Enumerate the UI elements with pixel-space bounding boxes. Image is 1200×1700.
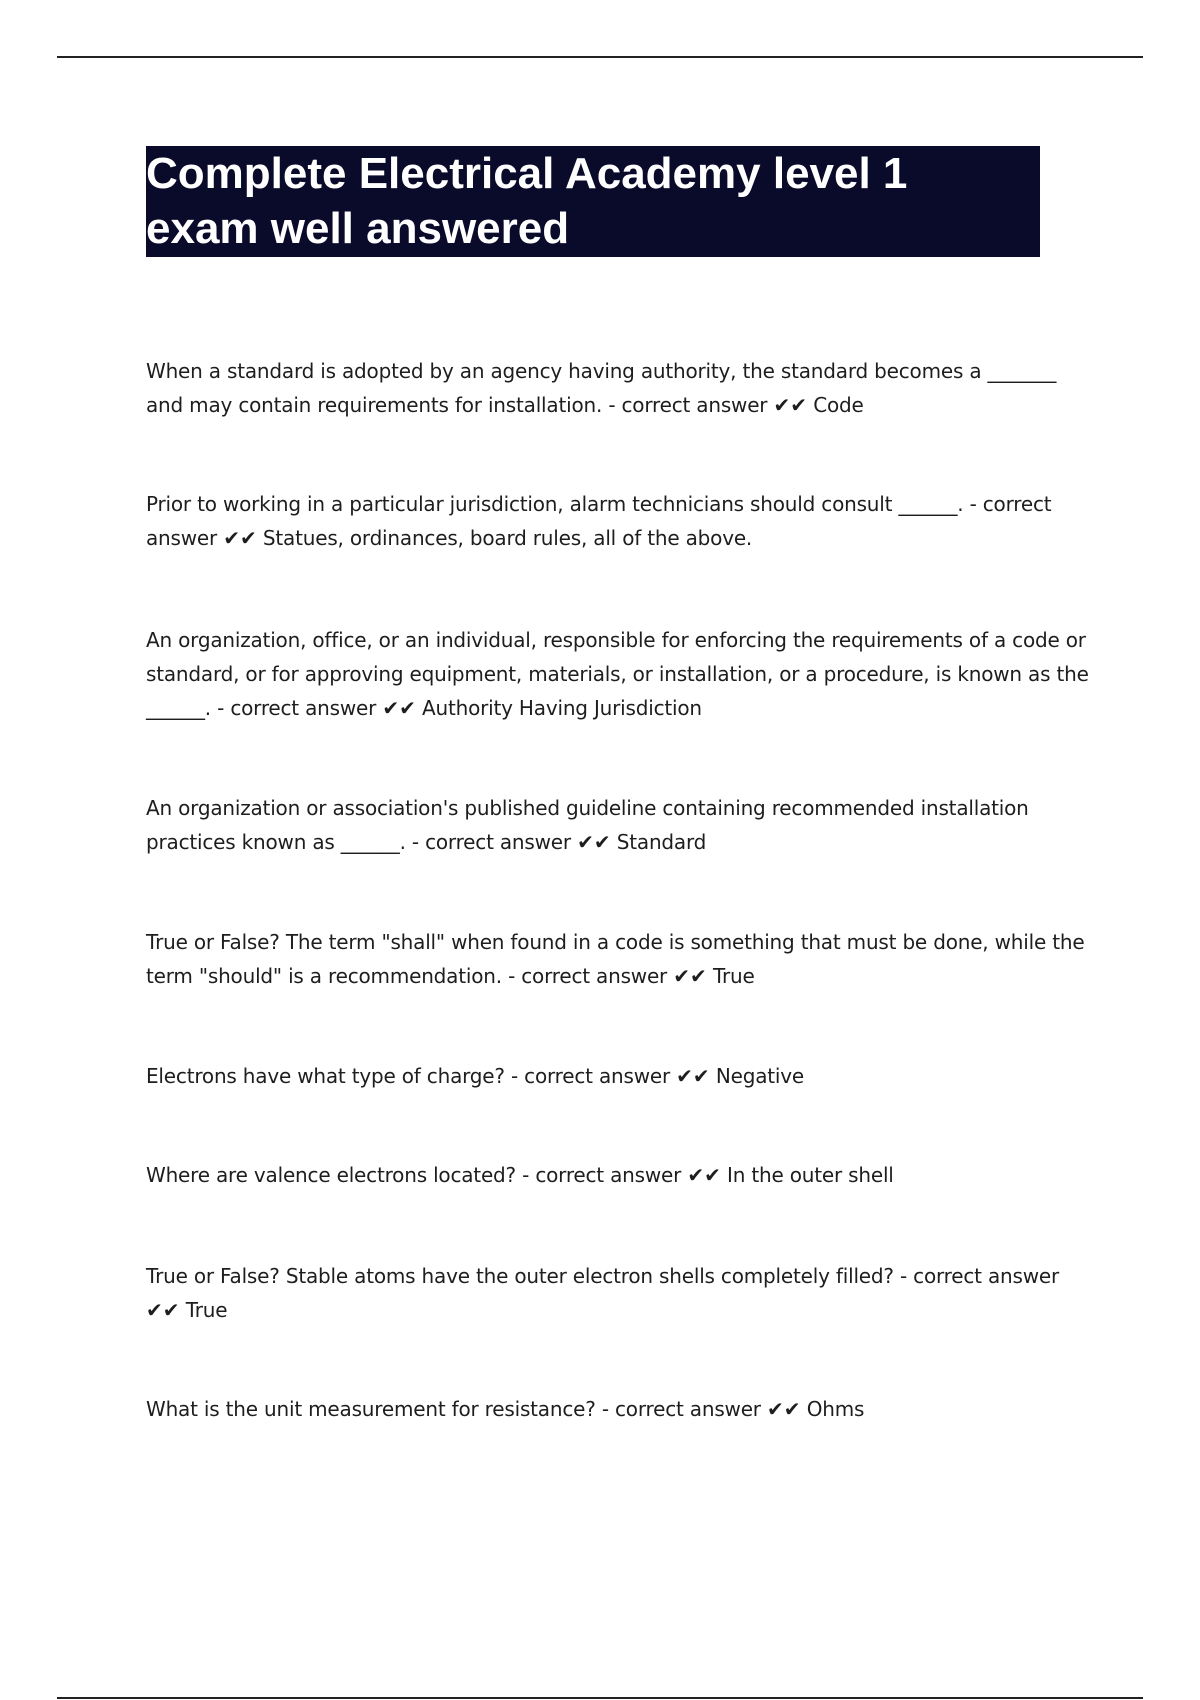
qa-item-2 [146, 487, 1096, 555]
answer-text: Ohms [806, 1397, 865, 1421]
qa-item-1 [146, 354, 1096, 422]
checkmark-icon: ✔✔ [146, 1298, 180, 1322]
question-text: True or False? The term "shall" when found in a code is something that must be done, while the term "should" is a recommendation. [146, 930, 1085, 988]
answer-text: Statues, ordinances, board rules, all of the above. [262, 526, 753, 550]
document-title-banner [146, 146, 1040, 257]
answer-text: Authority Having Jurisdiction [422, 696, 702, 720]
document-title-line-1: Complete Electrical Academy level 1 [146, 149, 908, 198]
answer-prefix: - correct answer [510, 1064, 670, 1088]
answer-prefix: - correct answer [900, 1264, 1059, 1288]
question-text: An organization or association's published guideline containing recommended installation practices known as ______. [146, 796, 1029, 854]
checkmark-icon: ✔✔ [577, 830, 611, 854]
checkmark-icon: ✔✔ [223, 526, 257, 550]
answer-prefix: - correct answer [411, 830, 571, 854]
question-text: What is the unit measurement for resistance? [146, 1397, 596, 1421]
answer-prefix: - correct answer [146, 492, 1052, 550]
answer-prefix: - correct answer [601, 1397, 761, 1421]
qa-item-3 [146, 623, 1096, 725]
document-title-line-2: exam well answered [146, 204, 570, 253]
bottom-divider [57, 1697, 1143, 1699]
qa-item-4 [146, 791, 1096, 859]
answer-text: Negative [715, 1064, 804, 1088]
checkmark-icon: ✔✔ [773, 393, 808, 417]
question-text: True or False? Stable atoms have the outer electron shells completely filled? [146, 1264, 894, 1288]
answer-text: True [185, 1298, 228, 1322]
question-text: Prior to working in a particular jurisdiction, alarm technicians should consult ______. [146, 492, 964, 516]
answer-text: Standard [616, 830, 707, 854]
answer-prefix: - correct answer [522, 1163, 682, 1187]
checkmark-icon: ✔✔ [767, 1397, 801, 1421]
qa-item-5 [146, 925, 1096, 993]
answer-prefix: - correct answer [217, 696, 377, 720]
qa-item-9 [146, 1392, 1096, 1426]
answer-prefix: - correct answer [608, 393, 768, 417]
qa-item-7 [146, 1158, 1096, 1192]
answer-prefix: - correct answer [508, 964, 668, 988]
question-text: Electrons have what type of charge? [146, 1064, 505, 1088]
answer-text: In the outer shell [727, 1163, 894, 1187]
question-text: An organization, office, or an individual, responsible for enforcing the requirements of a code or standard, or for approving equipment, materials, or installation, or a procedure, is known as the ______. [146, 628, 1089, 720]
qa-item-8 [146, 1259, 1096, 1327]
top-divider [57, 56, 1143, 58]
answer-text: True [712, 964, 755, 988]
qa-item-6 [146, 1059, 1096, 1093]
checkmark-icon: ✔✔ [687, 1163, 721, 1187]
answer-text: Code [813, 393, 864, 417]
checkmark-icon: ✔✔ [673, 964, 707, 988]
checkmark-icon: ✔✔ [382, 696, 416, 720]
question-text: When a standard is adopted by an agency having authority, the standard becomes a _______ and may contain requirements for installation. [146, 359, 1057, 417]
checkmark-icon: ✔✔ [676, 1064, 710, 1088]
question-text: Where are valence electrons located? [146, 1163, 516, 1187]
